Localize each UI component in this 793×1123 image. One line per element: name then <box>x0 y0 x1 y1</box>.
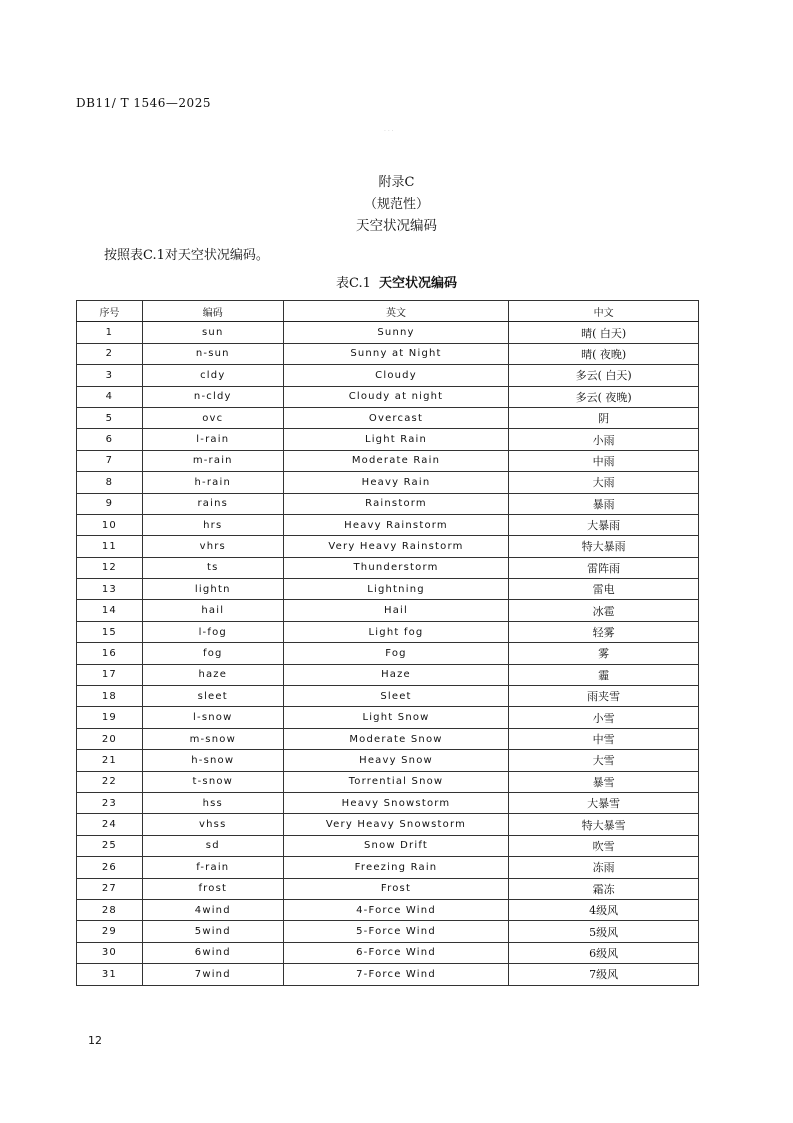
cell-english: Light Snow <box>283 707 509 728</box>
table-row <box>77 429 699 450</box>
cell-chinese: 4级风 <box>509 899 699 920</box>
cell-code: n-cldy <box>142 386 283 407</box>
table-row <box>77 878 699 899</box>
cell-index: 7 <box>77 450 143 471</box>
cell-chinese: 雨夹雪 <box>509 686 699 707</box>
cell-english: Heavy Rainstorm <box>283 514 509 535</box>
cell-code: 7wind <box>142 964 283 985</box>
cell-english: 4-Force Wind <box>283 899 509 920</box>
cell-code: m-snow <box>142 728 283 749</box>
cell-code: hss <box>142 792 283 813</box>
table-row <box>77 450 699 471</box>
cell-code: rains <box>142 493 283 514</box>
cell-english: Heavy Snow <box>283 750 509 771</box>
cell-chinese: 特大暴雨 <box>509 536 699 557</box>
cell-index: 5 <box>77 407 143 428</box>
cell-index: 2 <box>77 343 143 364</box>
cell-english: Heavy Rain <box>283 472 509 493</box>
table-row <box>77 407 699 428</box>
faint-mark: · · · <box>384 128 394 135</box>
cell-chinese: 暴雨 <box>509 493 699 514</box>
cell-code: t-snow <box>142 771 283 792</box>
table-caption-title: 天空状况编码 <box>378 276 457 291</box>
table-row <box>77 621 699 642</box>
table-row <box>77 386 699 407</box>
header-chinese: 中文 <box>509 301 699 322</box>
cell-english: 6-Force Wind <box>283 942 509 963</box>
cell-chinese: 雷阵雨 <box>509 557 699 578</box>
cell-code: frost <box>142 878 283 899</box>
table-row <box>77 899 699 920</box>
cell-code: sleet <box>142 686 283 707</box>
cell-chinese: 中雨 <box>509 450 699 471</box>
cell-index: 28 <box>77 899 143 920</box>
cell-index: 25 <box>77 835 143 856</box>
intro-text: 按照表C.1对天空状况编码。 <box>104 248 269 263</box>
cell-english: Torrential Snow <box>283 771 509 792</box>
cell-index: 18 <box>77 686 143 707</box>
cell-index: 17 <box>77 664 143 685</box>
cell-index: 10 <box>77 514 143 535</box>
cell-chinese: 轻雾 <box>509 621 699 642</box>
cell-index: 26 <box>77 857 143 878</box>
cell-english: Very Heavy Snowstorm <box>283 814 509 835</box>
table-caption-label: 表C.1 <box>336 276 371 291</box>
table-row <box>77 728 699 749</box>
cell-code: l-rain <box>142 429 283 450</box>
cell-chinese: 中雪 <box>509 728 699 749</box>
cell-code: sun <box>142 322 283 343</box>
cell-english: Lightning <box>283 579 509 600</box>
cell-english: Cloudy at night <box>283 386 509 407</box>
cell-english: 5-Force Wind <box>283 921 509 942</box>
cell-index: 8 <box>77 472 143 493</box>
cell-code: f-rain <box>142 857 283 878</box>
cell-chinese: 6级风 <box>509 942 699 963</box>
cell-code: m-rain <box>142 450 283 471</box>
cell-index: 14 <box>77 600 143 621</box>
cell-english: Light Rain <box>283 429 509 450</box>
cell-english: 7-Force Wind <box>283 964 509 985</box>
cell-index: 31 <box>77 964 143 985</box>
cell-english: Sunny <box>283 322 509 343</box>
page-number: 12 <box>88 1034 102 1047</box>
cell-chinese: 霾 <box>509 664 699 685</box>
cell-index: 27 <box>77 878 143 899</box>
cell-english: Sleet <box>283 686 509 707</box>
cell-chinese: 小雨 <box>509 429 699 450</box>
cell-code: hail <box>142 600 283 621</box>
cell-index: 16 <box>77 643 143 664</box>
cell-english: Sunny at Night <box>283 343 509 364</box>
cell-code: fog <box>142 643 283 664</box>
cell-english: Heavy Snowstorm <box>283 792 509 813</box>
cell-index: 23 <box>77 792 143 813</box>
cell-code: haze <box>142 664 283 685</box>
cell-chinese: 多云( 白天) <box>509 365 699 386</box>
header-code: 编码 <box>142 301 283 322</box>
cell-chinese: 霜冻 <box>509 878 699 899</box>
cell-index: 11 <box>77 536 143 557</box>
cell-code: l-snow <box>142 707 283 728</box>
cell-chinese: 雷电 <box>509 579 699 600</box>
cell-index: 30 <box>77 942 143 963</box>
cell-code: cldy <box>142 365 283 386</box>
cell-chinese: 特大暴雪 <box>509 814 699 835</box>
table-row <box>77 750 699 771</box>
table-row <box>77 536 699 557</box>
cell-index: 3 <box>77 365 143 386</box>
table-body <box>77 322 699 985</box>
cell-english: Light fog <box>283 621 509 642</box>
table-row <box>77 322 699 343</box>
cell-index: 21 <box>77 750 143 771</box>
cell-code: 6wind <box>142 942 283 963</box>
table-row <box>77 343 699 364</box>
cell-index: 12 <box>77 557 143 578</box>
cell-chinese: 晴( 夜晚) <box>509 343 699 364</box>
document-id: DB11/ T 1546—2025 <box>76 96 211 110</box>
appendix-title: 附录C <box>378 175 415 190</box>
table-row <box>77 664 699 685</box>
cell-code: l-fog <box>142 621 283 642</box>
cell-chinese: 吹雪 <box>509 835 699 856</box>
cell-index: 1 <box>77 322 143 343</box>
table-row <box>77 857 699 878</box>
cell-chinese: 大暴雪 <box>509 792 699 813</box>
cell-english: Very Heavy Rainstorm <box>283 536 509 557</box>
cell-chinese: 阴 <box>509 407 699 428</box>
cell-chinese: 晴( 白天) <box>509 322 699 343</box>
cell-english: Freezing Rain <box>283 857 509 878</box>
cell-chinese: 7级风 <box>509 964 699 985</box>
cell-english: Moderate Rain <box>283 450 509 471</box>
cell-code: 4wind <box>142 899 283 920</box>
table-row <box>77 771 699 792</box>
cell-english: Moderate Snow <box>283 728 509 749</box>
table-row <box>77 792 699 813</box>
cell-chinese: 冻雨 <box>509 857 699 878</box>
table-row <box>77 579 699 600</box>
appendix-type: （规范性） <box>363 197 429 212</box>
cell-code: h-rain <box>142 472 283 493</box>
cell-chinese: 雾 <box>509 643 699 664</box>
table-row <box>77 964 699 985</box>
cell-index: 22 <box>77 771 143 792</box>
table-header-row <box>77 301 699 322</box>
cell-index: 29 <box>77 921 143 942</box>
appendix-name: 天空状况编码 <box>356 218 437 234</box>
cell-english: Frost <box>283 878 509 899</box>
table-row <box>77 814 699 835</box>
cell-chinese: 5级风 <box>509 921 699 942</box>
cell-index: 24 <box>77 814 143 835</box>
cell-english: Snow Drift <box>283 835 509 856</box>
table-row <box>77 557 699 578</box>
cell-english: Thunderstorm <box>283 557 509 578</box>
table-row <box>77 686 699 707</box>
cell-index: 20 <box>77 728 143 749</box>
table-row <box>77 835 699 856</box>
cell-chinese: 大雪 <box>509 750 699 771</box>
cell-english: Haze <box>283 664 509 685</box>
cell-code: ts <box>142 557 283 578</box>
cell-code: sd <box>142 835 283 856</box>
cell-chinese: 冰雹 <box>509 600 699 621</box>
cell-chinese: 多云( 夜晚) <box>509 386 699 407</box>
cell-english: Cloudy <box>283 365 509 386</box>
table-row <box>77 365 699 386</box>
cell-chinese: 大暴雨 <box>509 514 699 535</box>
table-row <box>77 942 699 963</box>
cell-code: ovc <box>142 407 283 428</box>
table-row <box>77 921 699 942</box>
cell-code: h-snow <box>142 750 283 771</box>
cell-code: vhss <box>142 814 283 835</box>
cell-code: hrs <box>142 514 283 535</box>
cell-index: 13 <box>77 579 143 600</box>
table-row <box>77 493 699 514</box>
cell-chinese: 小雪 <box>509 707 699 728</box>
table-row <box>77 707 699 728</box>
cell-english: Fog <box>283 643 509 664</box>
cell-chinese: 暴雪 <box>509 771 699 792</box>
cell-index: 9 <box>77 493 143 514</box>
table-row <box>77 514 699 535</box>
cell-index: 15 <box>77 621 143 642</box>
cell-index: 19 <box>77 707 143 728</box>
cell-code: lightn <box>142 579 283 600</box>
cell-chinese: 大雨 <box>509 472 699 493</box>
sky-condition-table <box>76 300 699 986</box>
table-row <box>77 643 699 664</box>
cell-english: Rainstorm <box>283 493 509 514</box>
table-row <box>77 600 699 621</box>
table-row <box>77 472 699 493</box>
cell-english: Hail <box>283 600 509 621</box>
cell-code: vhrs <box>142 536 283 557</box>
table-caption <box>0 272 793 291</box>
cell-index: 6 <box>77 429 143 450</box>
cell-index: 4 <box>77 386 143 407</box>
header-index: 序号 <box>77 301 143 322</box>
cell-english: Overcast <box>283 407 509 428</box>
header-english: 英文 <box>283 301 509 322</box>
cell-code: n-sun <box>142 343 283 364</box>
cell-code: 5wind <box>142 921 283 942</box>
